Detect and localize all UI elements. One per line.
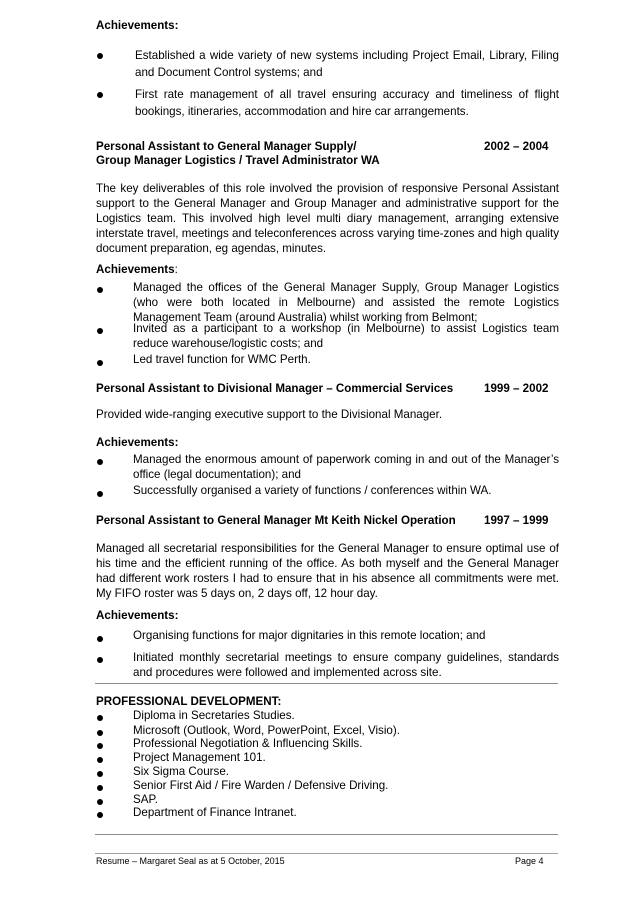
footer-left: Resume – Margaret Seal as at 5 October, 2015 xyxy=(96,856,285,866)
job-title: Group Manager Logistics / Travel Administrator WA xyxy=(96,154,380,167)
bullet-icon xyxy=(97,360,103,366)
bullet-icon xyxy=(97,328,103,334)
job-title: Personal Assistant to General Manager Mt Keith Nickel Operation xyxy=(96,514,456,527)
bullet-icon xyxy=(97,715,103,721)
list-item: Organising functions for major dignitaries in this remote location; and xyxy=(133,629,486,642)
list-item: Managed the offices of the General Manager Supply, Group Manager Logistics (who were both located in Melbourne) and assisted the remote Logistics Management Team (around Australia) whilst working from Belmont; xyxy=(133,281,559,324)
bullet-icon xyxy=(97,743,103,749)
divider xyxy=(95,683,558,684)
list-item: Department of Finance Intranet. xyxy=(133,806,297,819)
list-item: Six Sigma Course. xyxy=(133,765,230,778)
achievements-colon: : xyxy=(174,263,178,276)
job-dates: 2002 – 2004 xyxy=(484,140,549,153)
bullet-icon xyxy=(97,771,103,777)
bullet-icon xyxy=(97,491,103,497)
bullet-icon xyxy=(97,785,103,791)
bullet-icon xyxy=(97,812,103,818)
achievements-heading xyxy=(96,263,178,277)
bullet-icon xyxy=(97,636,103,642)
job-title: Personal Assistant to Divisional Manager – Commercial Services xyxy=(96,382,454,395)
list-item: Established a wide variety of new systems including Project Email, Library, Filing and Document Control systems; and xyxy=(135,49,559,79)
bullet-icon xyxy=(97,459,103,465)
list-item: Diploma in Secretaries Studies. xyxy=(133,709,295,722)
job-dates: 1997 – 1999 xyxy=(484,514,549,527)
list-item: Microsoft (Outlook, Word, PowerPoint, Excel, Visio). xyxy=(133,724,400,737)
job-description: Managed all secretarial responsibilities for the General Manager to ensure optimal use of his time and the efficient running of the office. As both myself and the General Manager had different work rosters I had to ensure that in his absence all commitments were met. My FIFO roster was 5 days on, 2 days off, 12 hour day. xyxy=(96,542,559,600)
job-title: Personal Assistant to General Manager Supply/ xyxy=(96,140,357,153)
list-item: Led travel function for WMC Perth. xyxy=(133,353,311,366)
divider xyxy=(95,834,558,835)
bullet-icon xyxy=(97,730,103,736)
list-item: Invited as a participant to a workshop (in Melbourne) to assist Logistics team reduce warehouse/logistic costs; and xyxy=(133,322,559,350)
job-description: The key deliverables of this role involved the provision of responsive Personal Assistant support to the General Manager and Group Manager and administrative support for the Logistics team. This involved high level multi diary management, arranging extensive interstate travel, meetings and teleconferences across varying time-zones and high quality document preparation, eg agendas, minutes. xyxy=(96,182,559,255)
list-item: First rate management of all travel ensuring accuracy and timeliness of flight bookings, itineraries, accommodation and hire car arrangements. xyxy=(135,88,559,118)
list-item: Senior First Aid / Fire Warden / Defensive Driving. xyxy=(133,779,389,792)
footer-page-number: Page 4 xyxy=(515,856,544,866)
footer-rule xyxy=(95,853,558,854)
bullet-icon xyxy=(97,287,103,293)
achievements-heading: Achievements: xyxy=(96,19,179,32)
bullet-icon xyxy=(97,92,103,98)
job-description: Provided wide-ranging executive support to the Divisional Manager. xyxy=(96,408,443,421)
job-dates: 1999 – 2002 xyxy=(484,382,549,395)
list-item: Successfully organised a variety of functions / conferences within WA. xyxy=(133,484,492,497)
list-item: SAP. xyxy=(133,793,158,806)
section-heading: PROFESSIONAL DEVELOPMENT: xyxy=(96,695,282,708)
bullet-icon xyxy=(97,799,103,805)
achievements-heading: Achievements: xyxy=(96,609,179,622)
bullet-icon xyxy=(97,657,103,663)
achievements-heading: Achievements: xyxy=(96,436,179,449)
bullet-icon xyxy=(97,757,103,763)
list-item: Managed the enormous amount of paperwork coming in and out of the Manager’s office (legal documentation); and xyxy=(133,453,559,481)
list-item: Professional Negotiation & Influencing Skills. xyxy=(133,737,363,750)
list-item: Project Management 101. xyxy=(133,751,266,764)
list-item: Initiated monthly secretarial meetings to ensure company guidelines, standards and procedures were followed and implemented across site. xyxy=(133,651,559,679)
bullet-icon xyxy=(97,53,103,59)
achievements-label: Achievements xyxy=(96,263,175,276)
